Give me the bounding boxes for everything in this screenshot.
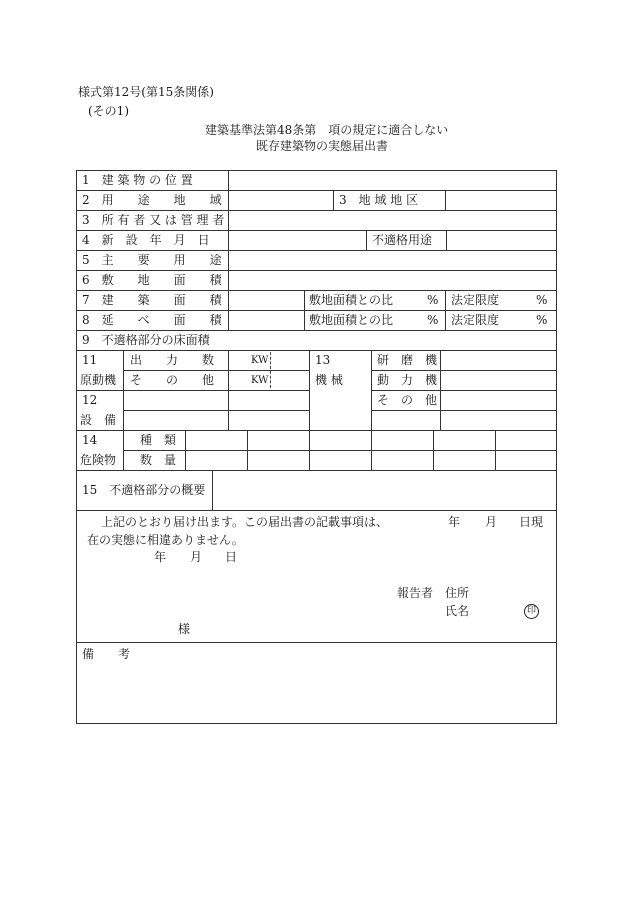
table-rule [371,410,557,411]
table-rule [247,430,248,470]
hazard-label: 危険物 [80,453,117,467]
remarks-label: 備 考 [82,647,131,661]
table-rule [123,370,309,371]
equipment-number: 12 [82,393,98,407]
form-part: (その1) [88,104,129,118]
owner-manager-label: 3 所 有 者 又 は 管 理 者 [82,213,225,227]
table-rule [228,170,229,330]
table-rule [76,390,309,391]
table-rule [76,470,557,471]
addressee-suffix: 様 [178,622,191,636]
table-rule [309,350,310,470]
table-rule [76,642,557,643]
submit-month: 月 [190,550,203,564]
table-rule [440,350,441,430]
table-rule [76,350,557,351]
table-rule [76,190,557,191]
table-rule [371,370,557,371]
percent-sign: % [536,293,548,307]
declaration-month: 月 [485,515,498,529]
form-number: 様式第12号(第15条関係) [78,85,214,99]
percent-sign: % [427,313,439,327]
reporter-label: 報告者 [397,586,434,600]
kw-unit: KW [251,375,269,386]
table-rule [433,430,434,470]
table-rule [445,290,446,330]
declaration-line1: 上記のとおり届け出ます。この届出書の記載事項は、 [101,515,389,529]
quantity-label: 数 量 [140,453,177,467]
kw-unit: KW [251,355,269,366]
table-rule [228,350,229,430]
table-rule [76,510,557,511]
table-rule [304,290,305,330]
table-rule [123,450,557,451]
site-ratio-label: 敷地面積との比 [309,313,394,327]
address-label: 住所 [445,586,470,600]
table-border-right [556,170,557,724]
nonconforming-summary-label: 15 不適格部分の概要 [82,483,206,497]
legal-limit-label: 法定限度 [451,293,500,307]
nonconforming-use-label: 不適格用途 [372,233,433,247]
table-rule [76,290,557,291]
table-rule [333,190,334,210]
use-zone-label: 2 用 途 地 域 [82,193,222,207]
percent-sign: % [427,293,439,307]
building-location-label: 1 建 築 物 の 位 置 [82,173,193,187]
document-title-line1: 建築基準法第48条第 項の規定に適合しない [205,123,449,137]
table-rule [446,230,447,250]
equipment-label: 設 備 [80,413,117,427]
table-rule [371,350,372,470]
main-use-label: 5 主 要 用 途 [82,253,222,267]
table-rule [76,250,557,251]
submit-day: 日 [225,550,238,564]
site-area-label: 6 敷 地 面 積 [82,273,222,287]
machine-label: 機 械 [315,373,343,387]
table-rule [371,390,557,391]
table-rule [366,230,367,250]
name-label: 氏名 [445,604,470,618]
zone-district-label: 3 地 域 地 区 [339,193,419,207]
engine-number: 11 [82,353,98,367]
seal-icon: 印 [524,604,539,619]
declaration-day: 日現 [519,515,544,529]
table-rule [445,190,446,210]
declaration-year: 年 [448,515,461,529]
table-rule [76,230,557,231]
table-rule [76,430,557,431]
table-rule [76,210,557,211]
table-border-top [76,170,557,171]
kind-label: 種 類 [140,433,177,447]
table-rule [123,350,124,470]
site-ratio-label: 敷地面積との比 [309,293,394,307]
engine-other-label: そ の 他 [130,373,215,387]
machine-number: 13 [315,353,331,367]
table-border-left [76,170,77,724]
engine-label: 原動機 [80,373,117,387]
machine-other-label: そ の 他 [377,393,438,407]
table-rule [76,330,557,331]
building-area-label: 7 建 築 面 積 [82,293,222,307]
nonconforming-floor-area-label: 9 不適格部分の床面積 [82,333,210,347]
declaration-line2: 在の実態に相違ありません。 [87,533,244,547]
output-label: 出 力 数 [130,353,215,367]
document-title-line2: 既存建築物の実態届出書 [256,139,389,153]
table-rule [495,430,496,470]
total-floor-area-label: 8 延 べ 面 積 [82,313,222,327]
table-rule [76,270,557,271]
hazard-number: 14 [82,433,98,447]
percent-sign: % [536,313,548,327]
legal-limit-label: 法定限度 [451,313,500,327]
power-machine-label: 動 力 機 [377,373,438,387]
construction-date-label: 4 新 設 年 月 日 [82,233,210,247]
table-border-bottom [76,723,557,724]
grinder-label: 研 磨 機 [377,353,438,367]
kw-divider [270,352,271,388]
submit-year: 年 [154,550,167,564]
table-rule [76,310,557,311]
table-rule [185,430,186,470]
table-rule [123,410,309,411]
table-rule [212,470,213,510]
